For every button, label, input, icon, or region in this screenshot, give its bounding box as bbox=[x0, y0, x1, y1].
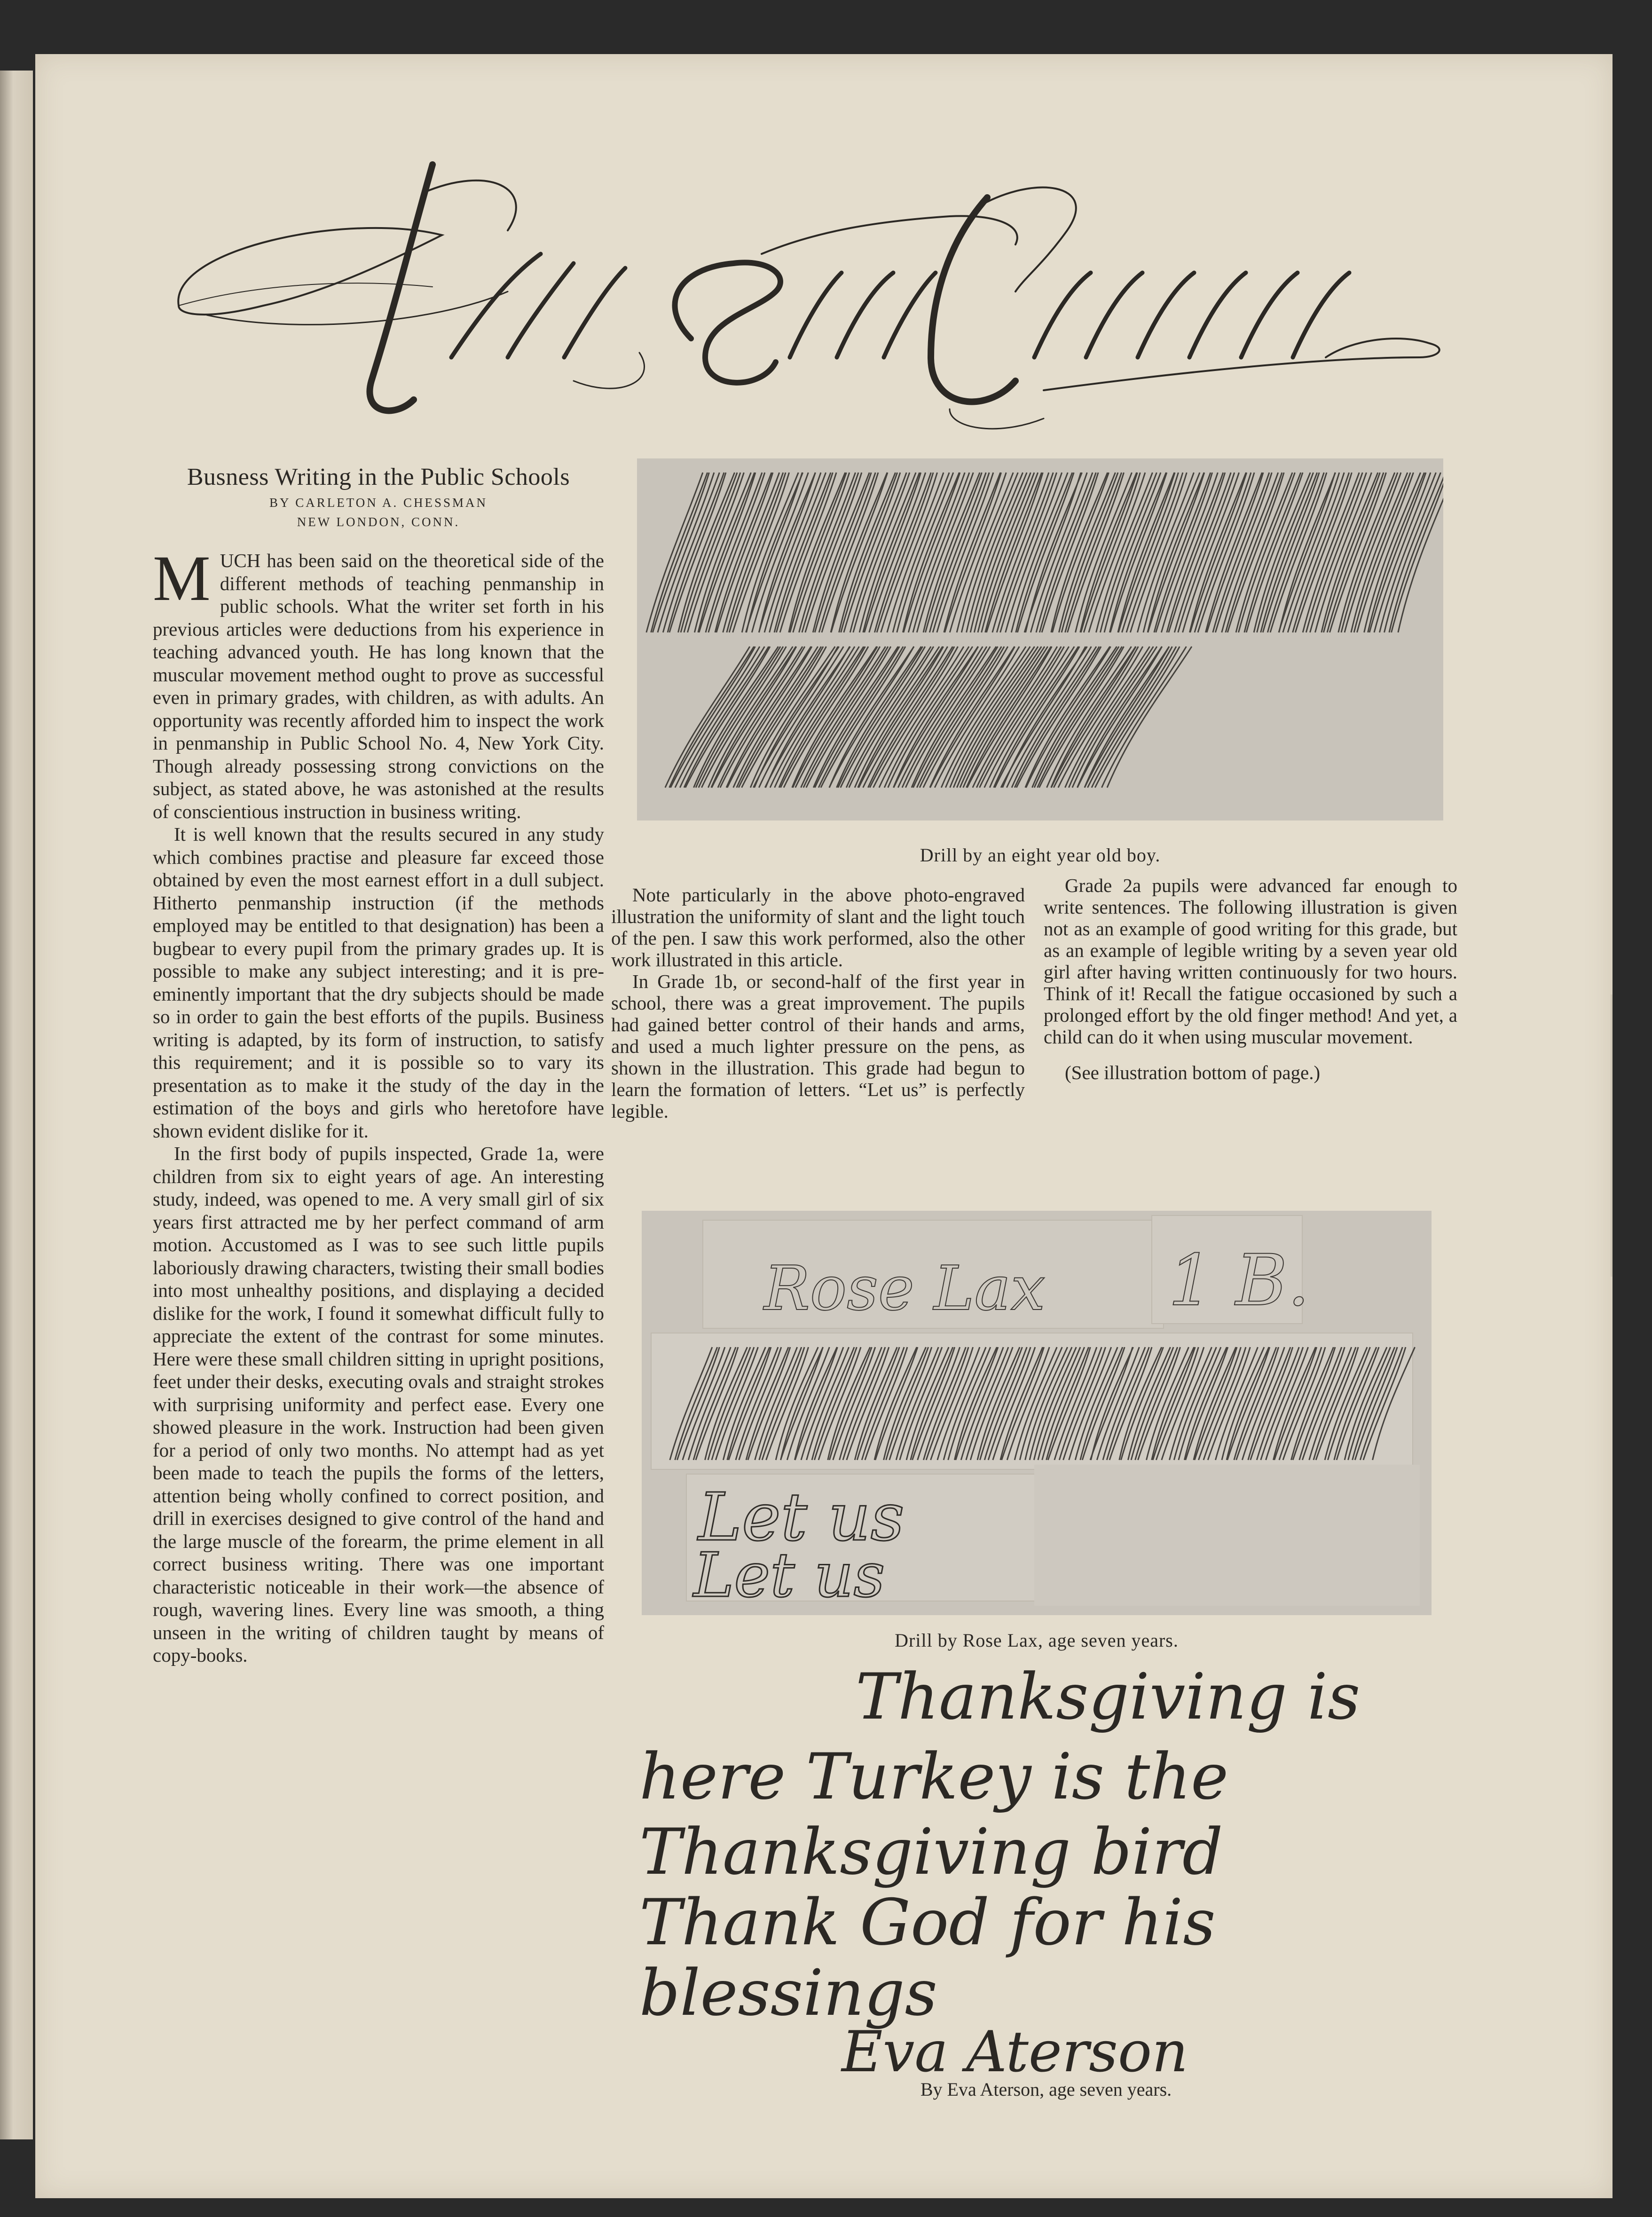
location: NEW LONDON, CONN. bbox=[297, 515, 460, 529]
right-column bbox=[1044, 875, 1457, 1083]
paragraph: In the first body of pupils inspected, Grade 1a, were children from six to eight years of age. An interesting study, indeed, was opened to me. A very small girl of six years first attracted me by her perfect command of arm motion. Accustomed as I was to see such little pupils laboriously drawing characters, twisting their small bodies into most unhealthy positions, and displaying a decided dislike for the work, I found it somewhat difficult fully to appreciate the extent of the contrast for some minutes. Here were these small children sitting in upright positions, feet under their desks, executing ovals and straight strokes with surprising uniformity and perfect ease. Every one showed pleasure in the work. Instruction had been given for a period of only two months. No attempt had as yet been made to teach the pupils the forms of the letters, attention being wholly confined to correct position, and drill in exercises designed to give control of the hand and the large muscle of the forearm, the prime element in all correct business writing. There was one important characteristic noticeable in their work—the absence of rough, wavering lines. Every line was smooth, a thing unseen in the writing of children taught by means of copy-books. bbox=[153, 1143, 604, 1666]
paragraph: It is well known that the results secured in any study which combines practise and pleasure far exceed those obtained by even the most earnest effort in a dull subject. Hitherto penmanship instruction (if the methods employed may be entitled to that designation) has been a bugbear to every pupil from the primary grades up. It is possible to make any subject interesting; and it is pre-eminently important that the dry subjects should be made so in order to gain the best efforts of the pupils. Business writing is adapted, by its form of instruction, to satisfy this requirement; and it is possible so to vary its presentation as to make it the study of the day in the estimation of the boys and girls who heretofore have shown evident dislike for it. bbox=[153, 823, 604, 1142]
handwriting-line: here Turkey is the bbox=[639, 1740, 1229, 1814]
handwriting-signature: Eva Aterson bbox=[842, 2020, 1188, 2081]
masthead bbox=[150, 136, 1457, 437]
figure2-caption: Drill by Rose Lax, age seven years. bbox=[895, 1630, 1179, 1651]
let-us-line-2: Let us bbox=[693, 1539, 885, 1611]
handwriting-line: blessings bbox=[639, 1956, 937, 2030]
drill-photo-rose-lax bbox=[642, 1211, 1432, 1615]
figure1-caption: Drill by an eight year old boy. bbox=[920, 844, 1161, 866]
name-rose-lax: Rose Lax bbox=[764, 1253, 1046, 1324]
paragraph: In Grade 1b, or second-half of the first year in school, there was a great improvement. The pupils had gained better control of their hands and arms, and used a much lighter pressure on the pens, as shown in the illustration. This grade had begun to learn the formation of letters. “Let us” is perfectly legible. bbox=[611, 970, 1025, 1122]
paragraph: Grade 2a pupils were advanced far enough to write sentences. The following illustration is given not as an example of good writing for this grade, but as an example of legible writing by a seven year old girl after having written continuously for two hours. Think of it! Recall the fatigue occasioned by such a prolonged effort by the old finger method! And yet, a child can do it when using muscular movement. bbox=[1044, 875, 1457, 1048]
grade-mark: 1 B. bbox=[1168, 1240, 1310, 1322]
middle-column bbox=[611, 884, 1025, 1122]
paragraph: UCH has been said on the theoretical side of the different methods of teaching penmanship in public schools. What the writer set forth in his previous articles were deductions from his experience in teaching advanced youth. He has long known that the muscular movement method ought to prove as successful even in primary grades, with children, as with adults. An opportunity was recently afforded him to inspect the work in penmanship in Public School No. 4, New York City. Though already possessing strong convictions on the subject, as stated above, he was astonished at the results of conscientious instruction in business writing. bbox=[153, 550, 604, 822]
article-body bbox=[153, 542, 604, 1667]
figure3-caption: By Eva Aterson, age seven years. bbox=[920, 2079, 1172, 2100]
article-title: Busness Writing in the Public Schools bbox=[187, 464, 570, 490]
paragraph: (See illustration bottom of page.) bbox=[1065, 1062, 1321, 1083]
drill-photo-eight-year-old bbox=[637, 458, 1443, 821]
adjacent-page-edge bbox=[0, 71, 33, 2139]
handwriting-sample bbox=[611, 1657, 1481, 2081]
paragraph: Note particularly in the above photo-engraved illustration the uniformity of slant and the light touch of the pen. I saw this work performed, also the other work illustrated in this article. bbox=[611, 884, 1025, 970]
page-edge-shadow bbox=[1611, 994, 1613, 1277]
handwriting-line: Thank God for his bbox=[639, 1886, 1216, 1959]
handwriting-line: Thanksgiving bird bbox=[639, 1815, 1223, 1889]
let-us-line-1: Let us bbox=[698, 1479, 905, 1556]
dropcap: M bbox=[153, 542, 211, 614]
byline: BY CARLETON A. CHESSMAN bbox=[269, 496, 488, 510]
left-column bbox=[153, 463, 604, 1667]
handwriting-line: Thanksgiving is bbox=[856, 1660, 1361, 1734]
